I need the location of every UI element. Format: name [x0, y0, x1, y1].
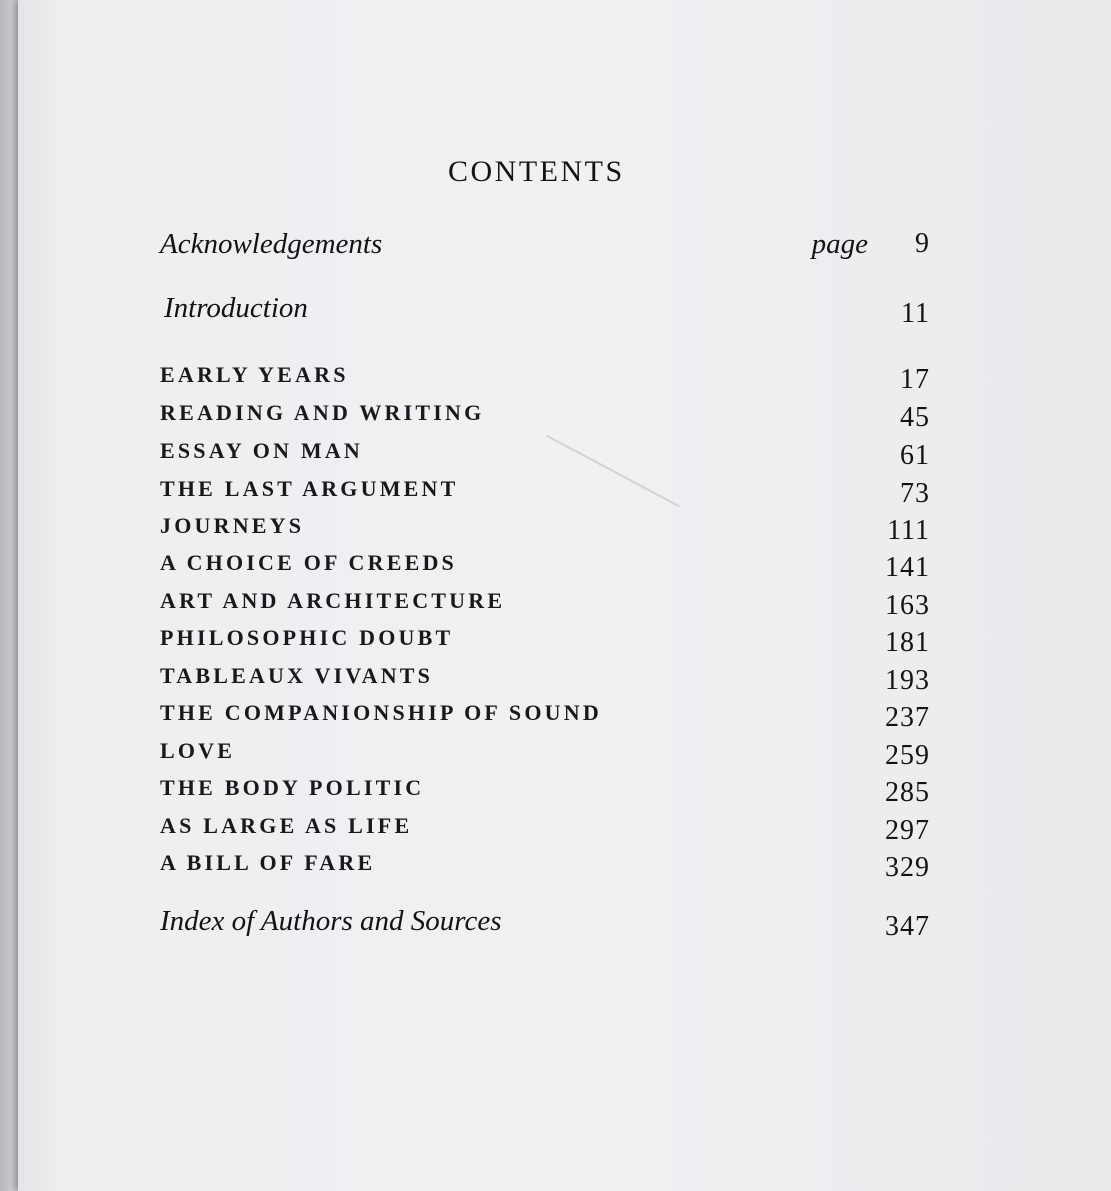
toc-entry-title: Introduction [164, 292, 308, 324]
toc-entry-title: ART AND ARCHITECTURE [160, 588, 506, 613]
toc-entry-chapter [160, 588, 930, 622]
toc-entry-introduction [160, 292, 930, 332]
toc-entry-chapter [160, 476, 930, 510]
toc-entry-page: 111 [887, 515, 930, 546]
contents-heading: CONTENTS [448, 155, 625, 188]
toc-entry-index [160, 905, 930, 945]
toc-entry-page: 9 [915, 228, 930, 259]
toc-entry-chapter [160, 438, 930, 472]
toc-entry-chapter [160, 362, 930, 396]
toc-entry-acknowledgements [160, 228, 930, 268]
toc-entry-title: Acknowledgements [160, 228, 383, 260]
toc-entry-chapter [160, 738, 930, 772]
toc-entry-page: 141 [885, 552, 930, 583]
toc-entry-title: A CHOICE OF CREEDS [160, 550, 457, 575]
toc-entry-title: THE BODY POLITIC [160, 775, 425, 800]
toc-entry-title: PHILOSOPHIC DOUBT [160, 625, 454, 650]
toc-entry-chapter [160, 850, 930, 884]
toc-entry-title: EARLY YEARS [160, 362, 349, 387]
toc-entry-title: READING AND WRITING [160, 400, 485, 425]
toc-entry-page: 11 [901, 298, 930, 329]
toc-entry-page: 285 [885, 777, 930, 808]
toc-entry-chapter [160, 513, 930, 547]
toc-entry-page: 181 [885, 627, 930, 658]
toc-entry-chapter [160, 775, 930, 809]
toc-entry-page: 347 [885, 911, 930, 942]
toc-entry-title: AS LARGE AS LIFE [160, 813, 413, 838]
toc-entry-page: 193 [885, 665, 930, 696]
toc-entry-page: 61 [900, 440, 930, 471]
toc-entry-chapter [160, 400, 930, 434]
toc-entry-chapter [160, 550, 930, 584]
toc-entry-title: ESSAY ON MAN [160, 438, 364, 463]
toc-entry-chapter [160, 663, 930, 697]
toc-entry-title: A BILL OF FARE [160, 850, 376, 875]
toc-entry-page: 17 [900, 364, 930, 395]
toc-entry-chapter [160, 700, 930, 734]
page-word: page [811, 228, 868, 260]
toc-entry-page: 237 [885, 702, 930, 733]
toc-entry-page: 73 [900, 478, 930, 509]
toc-entry-page: 297 [885, 815, 930, 846]
toc-entry-page: 45 [900, 402, 930, 433]
toc-entry-title: THE LAST ARGUMENT [160, 476, 459, 501]
toc-entry-chapter [160, 625, 930, 659]
toc-entry-chapter [160, 813, 930, 847]
toc-entry-page: 259 [885, 740, 930, 771]
toc-entry-title: JOURNEYS [160, 513, 305, 538]
toc-entry-page: 329 [885, 852, 930, 883]
toc-entry-title: THE COMPANIONSHIP OF SOUND [160, 700, 602, 725]
toc-entry-page: 163 [885, 590, 930, 621]
toc-entry-title: TABLEAUX VIVANTS [160, 663, 434, 688]
toc-entry-title: Index of Authors and Sources [160, 905, 502, 937]
toc-entry-title: LOVE [160, 738, 236, 763]
